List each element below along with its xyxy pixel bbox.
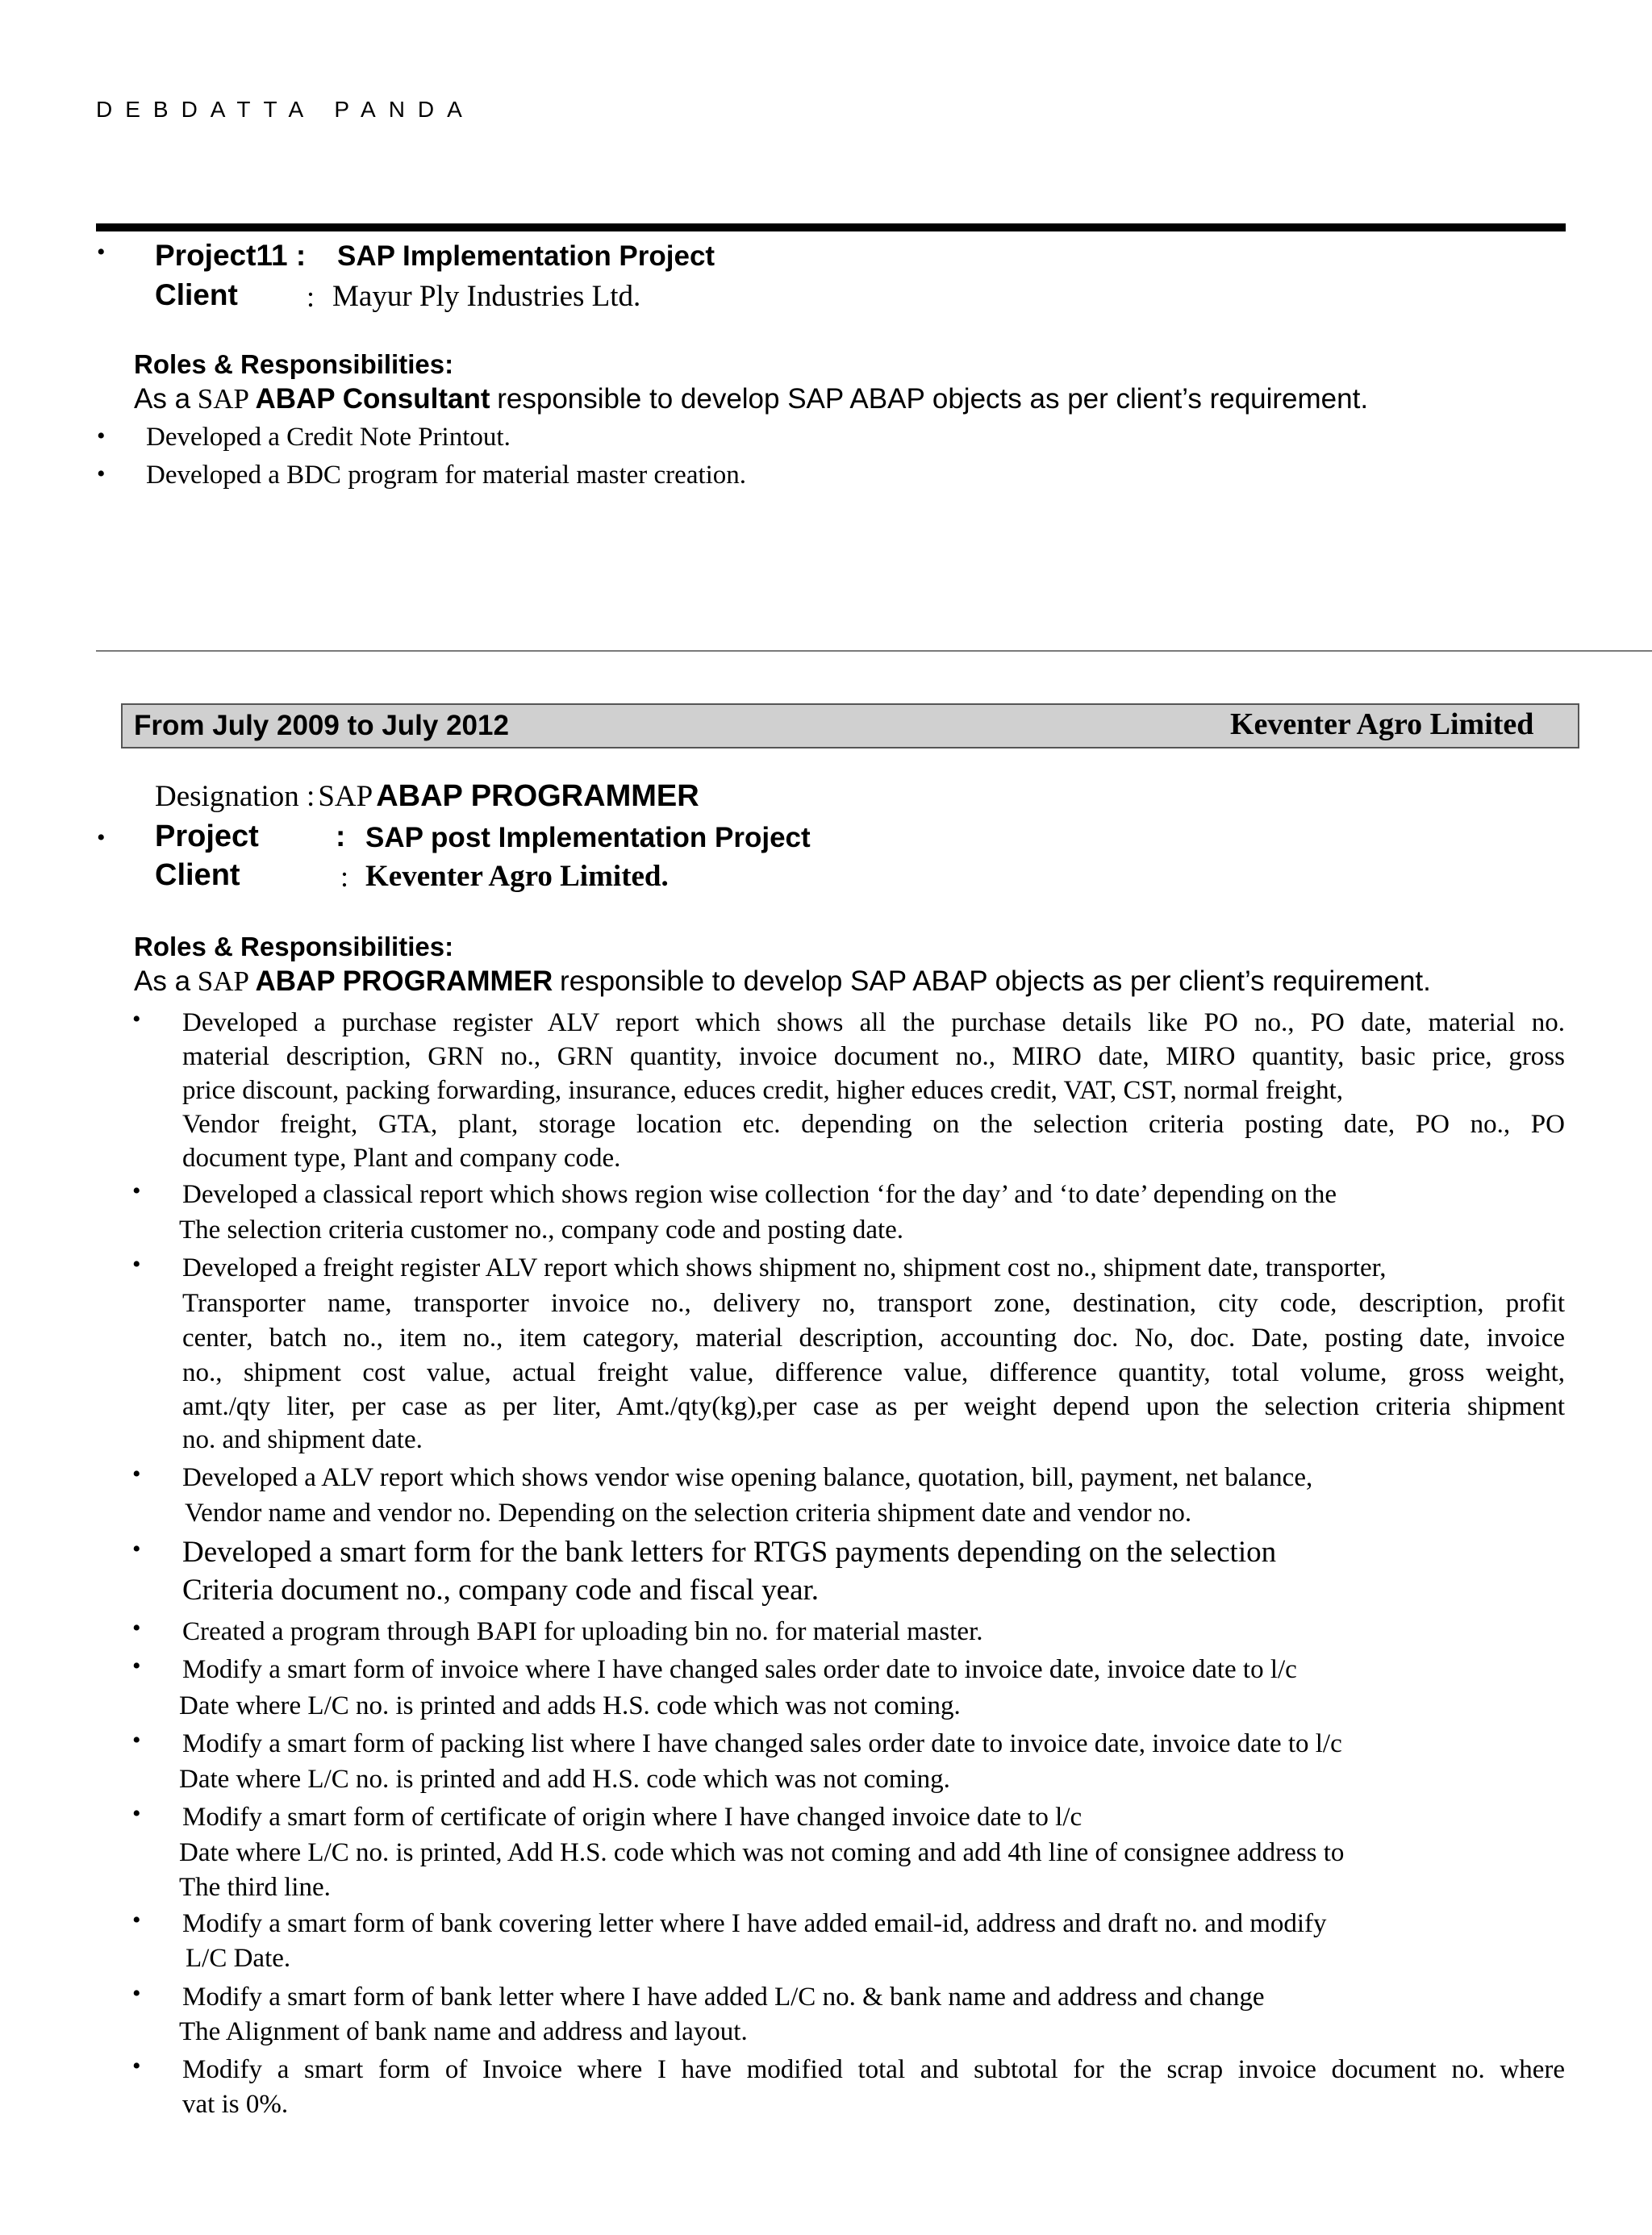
list-item: Developed a Credit Note Printout. [146,423,511,452]
list-item-line: Developed a classical report which shows region wise collection ‘for the day’ and ‘to date’ depending on the [182,1180,1337,1209]
bullet-icon: • [132,1800,141,1827]
list-item-line: Date where L/C no. is printed and add H.S. code which was not coming. [179,1765,950,1794]
list-item-line: The Alignment of bank name and address and layout. [179,2017,748,2046]
list-item-line: center, batch no., item no., item category, material description, accounting doc. No, doc. Date, posting date, invoice [182,1324,1565,1353]
bullet-icon: • [132,1536,141,1562]
list-item-line: Developed a smart form for the bank letters for RTGS payments depending on the selection [182,1536,1277,1569]
project-separator: : [336,819,346,853]
bullet-icon: • [132,1615,141,1641]
list-item-line: Modify a smart form of certificate of origin where I have changed invoice date to l/c [182,1803,1083,1832]
list-item: Developed a BDC program for material master creation. [146,461,747,490]
employer-name: Keventer Agro Limited [1230,707,1534,741]
bullet-icon: • [132,1653,141,1679]
bullet-icon: • [132,2053,141,2079]
list-item-line: price discount, packing forwarding, insurance, educes credit, higher educes credit, VAT, CST, normal freight, [182,1076,1344,1105]
list-item-line: Developed a ALV report which shows vendor wise opening balance, quotation, bill, payment, net balance, [182,1463,1313,1492]
designation-role: ABAP PROGRAMMER [376,779,699,813]
client-name: Mayur Ply Industries Ltd. [332,280,641,313]
client-name: Keventer Agro Limited. [365,860,669,893]
roles-intro-prefix: As a [134,383,191,415]
list-item-line: L/C Date. [186,1944,291,1973]
list-item-line: The selection criteria customer no., company code and posting date. [179,1215,904,1245]
list-item-line: Created a program through BAPI for uploading bin no. for material master. [182,1617,983,1646]
list-item-line: Criteria document no., company code and fiscal year. [182,1574,820,1607]
list-item-line: Modify a smart form of packing list where I have changed sales order date to invoice date, invoice date to l/c [182,1729,1342,1758]
bullet-icon: • [132,1178,141,1204]
designation-line [155,779,699,814]
bullet-icon: • [97,423,106,449]
list-item-line: Developed a purchase register ALV report which shows all the purchase details like PO no., PO date, material no. [182,1008,1565,1037]
designation-label: Designation : [155,780,315,813]
list-item-line: Modify a smart form of bank covering letter where I have added email-id, address and draft no. and modify [182,1909,1327,1938]
list-item-line: no., shipment cost value, actual freight value, difference value, difference quantity, total volume, gross weight, [182,1358,1565,1387]
roles-heading: Roles & Responsibilities: [134,349,454,379]
section-divider [96,650,1652,652]
client-separator: : [307,281,315,313]
bullet-icon: • [132,1727,141,1753]
bullet-icon: • [132,1980,141,2007]
list-item-line: amt./qty liter, per case as per liter, Amt./qty(kg),per case as per weight depend upon the selection criteria shipment [182,1392,1565,1421]
roles-intro-suffix: responsible to develop SAP ABAP objects as per client’s requirement. [560,965,1431,997]
project-title: SAP post Implementation Project [365,822,811,853]
employment-period: From July 2009 to July 2012 [134,710,509,741]
bullet-icon: • [97,461,106,487]
project-label: Project11 : [155,239,307,272]
roles-intro [134,965,1431,998]
roles-intro-sap: SAP [197,383,248,415]
roles-intro-role: ABAP Consultant [255,383,490,415]
roles-heading: Roles & Responsibilities: [134,932,454,961]
list-item-line: Date where L/C no. is printed and adds H.S. code which was not coming. [179,1691,961,1720]
designation-sap: SAP [318,780,373,813]
roles-intro-suffix: responsible to develop SAP ABAP objects as per client’s requirement. [497,383,1369,415]
client-label: Client [155,278,238,311]
list-item-line: The third line. [179,1873,331,1902]
header-divider [96,223,1566,231]
project-label: Project [155,819,259,853]
roles-intro-role: ABAP PROGRAMMER [255,965,553,997]
bullet-icon: • [97,239,106,265]
list-item-line: Transporter name, transporter invoice no., delivery no, transport zone, destination, city code, description, profit [182,1289,1565,1318]
list-item-line: Modify a smart form of invoice where I have changed sales order date to invoice date, invoice date to l/c [182,1655,1297,1684]
client-label: Client [155,858,240,892]
client-separator: : [340,861,349,893]
list-item-line: Vendor name and vendor no. Depending on the selection criteria shipment date and vendor no. [185,1499,1192,1528]
list-item-line: Modify a smart form of bank letter where I have added L/C no. & bank name and address and change [182,1983,1265,2012]
list-item-line: Vendor freight, GTA, plant, storage location etc. depending on the selection criteria posting date, PO no., PO [182,1110,1565,1139]
roles-intro-prefix: As a [134,965,191,997]
list-item-line: Modify a smart form of Invoice where I have modified total and subtotal for the scrap invoice document no. where [182,2055,1565,2084]
list-item-line: document type, Plant and company code. [182,1144,621,1173]
list-item-line: no. and shipment date. [182,1425,423,1454]
roles-intro-sap: SAP [197,965,248,997]
list-item-line: vat is 0%. [182,2090,289,2119]
list-item-line: Developed a freight register ALV report which shows shipment no, shipment cost no., shipment date, transporter, [182,1253,1387,1282]
bullet-icon: • [132,1907,141,1933]
resume-owner-name: DEBDATTA PANDA [96,97,475,122]
bullet-icon: • [132,1251,141,1278]
project-title: SAP Implementation Project [337,240,715,272]
roles-intro [134,383,1368,415]
list-item-line: material description, GRN no., GRN quantity, invoice document no., MIRO date, MIRO quantity, basic price, gross [182,1042,1565,1071]
list-item-line: Date where L/C no. is printed, Add H.S. code which was not coming and add 4th line of consignee address to [179,1838,1345,1867]
bullet-icon: • [132,1006,141,1032]
bullet-icon: • [132,1461,141,1487]
bullet-icon: • [97,824,106,851]
